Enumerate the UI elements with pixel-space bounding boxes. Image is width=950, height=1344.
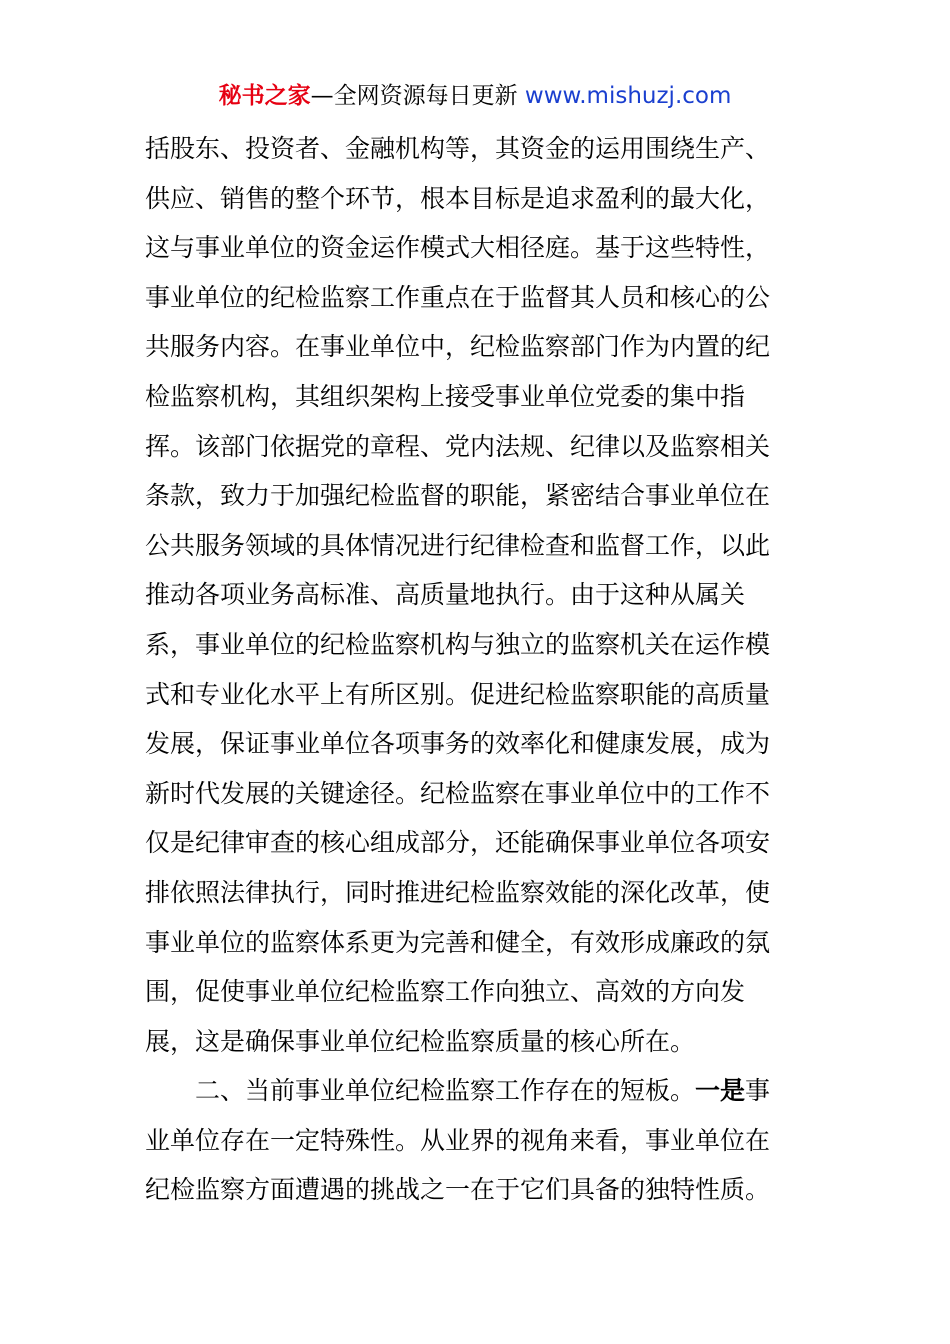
site-url-link[interactable]: www.mishuzj.com [524,83,732,109]
site-header [0,80,950,112]
emphasis-first: 一是 [695,1076,746,1106]
text-line: 事业单位的纪检监察工作重点在于监督其人员和核心的公 [145,282,771,312]
text-line: 排依照法律执行，同时推进纪检监察效能的深化改革，使 [145,877,771,907]
section-heading: 二、当前事业单位纪检监察工作存在的短板。 [195,1076,696,1106]
paragraph-1 [145,124,825,1066]
text-line: 条款，致力于加强纪检监督的职能，紧密结合事业单位在 [145,481,771,511]
text-line: 围，促使事业单位纪检监察工作向独立、高效的方向发 [145,977,746,1007]
text-line: 系，事业单位的纪检监察机构与独立的监察机关在运作模 [145,629,771,659]
text-line: 式和专业化水平上有所区别。促进纪检监察职能的高质量 [145,679,771,709]
document-body [145,124,825,1215]
text-line: 新时代发展的关键途径。纪检监察在事业单位中的工作不 [145,778,771,808]
text-line: 发展，保证事业单位各项事务的效率化和健康发展，成为 [145,729,771,759]
text-line: 共服务内容。在事业单位中，纪检监察部门作为内置的纪 [145,332,771,362]
text-line: 挥。该部门依据党的章程、党内法规、纪律以及监察相关 [145,431,771,461]
text-line: 事业单位的监察体系更为完善和健全，有效形成廉政的氛 [145,927,771,957]
text-line: 这与事业单位的资金运作模式大相径庭。基于这些特性， [145,233,771,263]
text-line: 供应、销售的整个环节，根本目标是追求盈利的最大化， [145,183,771,213]
text-line: 纪检监察方面遭遇的挑战之一在于它们具备的独特性质。 [145,1175,771,1205]
brand-name: 秘书之家 [218,83,311,109]
text-line: 推动各项业务高标准、高质量地执行。由于这种从属关 [145,580,746,610]
text-line: 仅是纪律审查的核心组成部分，还能确保事业单位各项安 [145,828,771,858]
text-line: 公共服务领域的具体情况进行纪律检查和监督工作，以此 [145,530,771,560]
text-line: 检监察机构，其组织架构上接受事业单位党委的集中指 [145,381,746,411]
section-heading-line [145,1066,825,1116]
text-line: 括股东、投资者、金融机构等，其资金的运用围绕生产、 [145,134,771,163]
text-line: 业单位存在一定特殊性。从业界的视角来看，事业单位在 [145,1125,771,1155]
header-tagline: —全网资源每日更新 [310,83,525,109]
text-fragment: 事 [745,1076,771,1106]
text-line: 展，这是确保事业单位纪检监察质量的核心所在。 [145,1026,696,1056]
paragraph-2 [145,1066,825,1215]
